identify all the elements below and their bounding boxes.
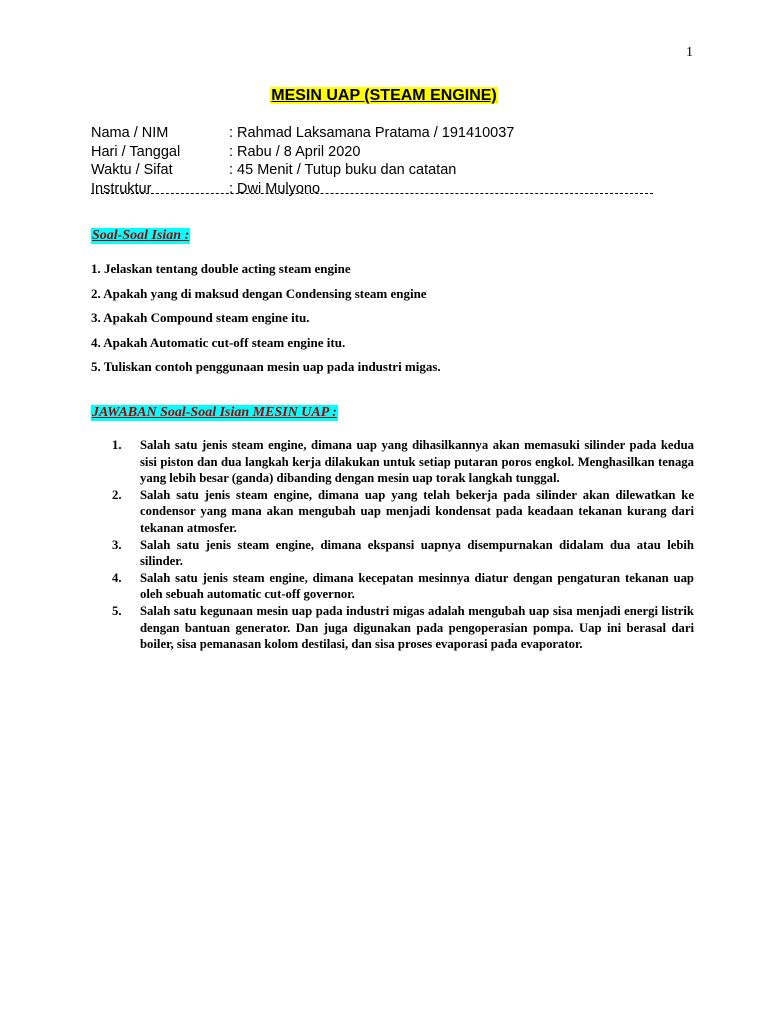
question-item: 1. Jelaskan tentang double acting steam engine [91, 261, 351, 276]
info-label: Nama / NIM [91, 125, 169, 141]
info-block [91, 124, 514, 198]
answer-number: 3. [112, 537, 122, 552]
question-item: 3. Apakah Compound steam engine itu. [91, 310, 310, 326]
page-number: 1 [686, 45, 693, 60]
questions-list [91, 260, 691, 383]
answer-item [112, 570, 694, 603]
question-item: 4. Apakah Automatic cut-off steam engine itu. [91, 334, 346, 350]
dashed-divider [91, 193, 653, 194]
document-title: MESIN UAP (STEAM ENGINE) [271, 87, 497, 104]
answer-text: Salah satu jenis steam engine, dimana ekspansi uapnya disempurnakan didalam dua atau lebih silinder. [140, 537, 694, 569]
info-value: : Rahmad Laksamana Pratama / 191410037 [229, 125, 515, 141]
answer-number: 4. [112, 570, 122, 585]
answer-number: 1. [112, 438, 122, 452]
answer-item [112, 603, 694, 653]
answer-item [112, 487, 694, 537]
answer-text: Salah satu jenis steam engine, dimana kecepatan mesinnya diatur dengan pengaturan tekanan uap oleh sebuah automatic cut-off governor. [140, 570, 694, 602]
info-value: : Rabu / 8 April 2020 [229, 143, 361, 160]
info-label: Instruktur [91, 180, 152, 197]
answer-number: 2. [112, 487, 122, 502]
answer-text: Salah satu jenis steam engine, dimana uap yang telah bekerja pada silinder akan dilewatkan ke condensor yang mana akan mengubah uap menjadi kondensat pada keadaan tekanan kurang dari tekanan atmosfer. [140, 487, 694, 535]
question-item: 5. Tuliskan contoh penggunaan mesin uap pada industri migas. [91, 359, 441, 375]
info-row-tanggal [91, 143, 514, 162]
answers-list [112, 437, 694, 653]
answer-text: Salah satu jenis steam engine, dimana uap yang dihasilkannya akan memasuki silinder pada kedua sisi piston dan dua langkah kerja dilakukan untuk setiap putaran poros engkol. Menghasilkan tenaga yang lebih besar (ganda) dibanding dengan mesin uap torak langkah tunggal. [140, 438, 694, 486]
answers-heading: JAWABAN Soal-Soal Isian MESIN UAP : [92, 405, 337, 420]
info-row-instruktur [91, 180, 514, 199]
info-label: Waktu / Sifat [91, 162, 173, 178]
answer-text: Salah satu kegunaan mesin uap pada industri migas adalah mengubah uap sisa menjadi energi listrik dengan bantuan generator. Dan juga digunakan pada pengoperasian pompa. Uap ini berasal dari boiler, sisa pemanasan kolom destilasi, dan sisa proses evaporasi pada evaporator. [140, 603, 694, 652]
answer-item [112, 437, 694, 487]
info-row-nama [91, 124, 514, 143]
info-row-waktu [91, 161, 514, 180]
info-value: : 45 Menit / Tutup buku dan catatan [229, 162, 457, 178]
questions-heading: Soal-Soal Isian : [92, 228, 190, 243]
title-block [0, 87, 768, 105]
answer-number: 5. [112, 603, 122, 618]
info-value: : Dwi Mulyono [229, 180, 321, 197]
info-label: Hari / Tanggal [91, 143, 181, 160]
question-item: 2. Apakah yang di maksud dengan Condensing steam engine [91, 285, 427, 301]
answer-item [112, 537, 694, 570]
